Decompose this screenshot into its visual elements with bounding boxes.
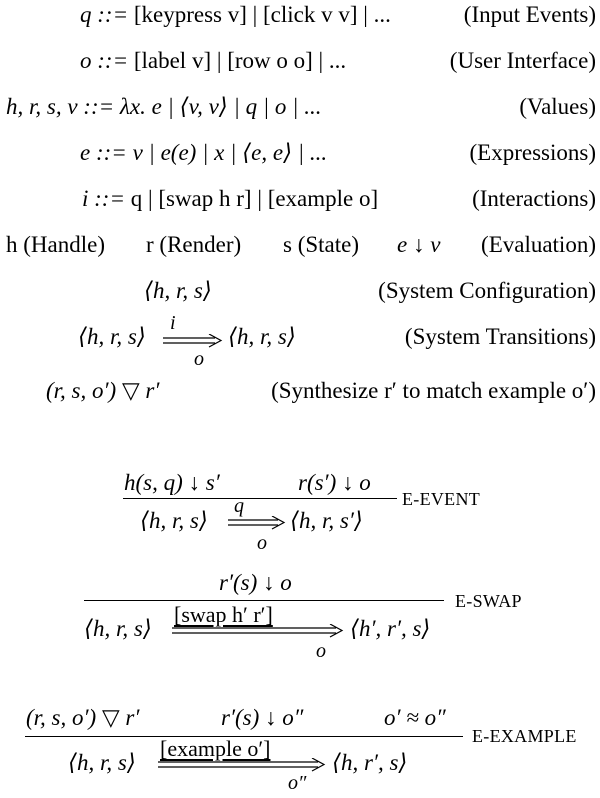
swap-rule-name: E-SWAP bbox=[455, 591, 522, 611]
example-left-config: ⟨h, r, s⟩ bbox=[68, 750, 136, 775]
event-left-config: ⟨h, r, s⟩ bbox=[140, 508, 208, 533]
evaluation-symbol: e ↓ v bbox=[397, 232, 441, 257]
system-transitions-row bbox=[0, 312, 600, 370]
example-premise-2: r′(s) ↓ o″ bbox=[221, 705, 304, 730]
transition-label-bottom: o bbox=[194, 348, 204, 370]
grammar-lhs: o ::= bbox=[80, 48, 134, 73]
transition-right: ⟨h, r, s⟩ bbox=[228, 324, 296, 349]
example-premise-1: (r, s, o′) ▽ r′ bbox=[26, 705, 140, 730]
swap-label-top: [swap h′ r′] bbox=[174, 602, 273, 627]
transition-label-top: i bbox=[170, 312, 176, 334]
example-label-top: [example o′] bbox=[160, 736, 271, 761]
event-label-bottom: o bbox=[257, 532, 267, 554]
render-label: r (Render) bbox=[146, 232, 242, 257]
grammar-desc: (Expressions) bbox=[469, 140, 596, 165]
double-arrow-icon bbox=[228, 516, 286, 530]
grammar-row-user-interface bbox=[0, 46, 600, 76]
configuration-expr: ⟨h, r, s⟩ bbox=[144, 278, 212, 303]
swap-label-bottom: o bbox=[316, 640, 326, 662]
grammar-desc: (Values) bbox=[519, 94, 596, 119]
grammar-lhs: e ::= bbox=[80, 140, 133, 165]
grammar-desc: (User Interface) bbox=[449, 48, 596, 73]
swap-right-config: ⟨h′, r′, s⟩ bbox=[350, 616, 431, 641]
grammar-body: [label v] | [row o o] | ... bbox=[133, 48, 347, 73]
grammar-lhs: i ::= bbox=[82, 186, 131, 211]
example-label-bottom: o″ bbox=[288, 772, 307, 794]
synthesis-expr: (r, s, o′) ▽ r′ bbox=[46, 378, 160, 403]
grammar-row-expressions bbox=[0, 138, 600, 168]
grammar-lhs: q ::= bbox=[80, 2, 134, 27]
grammar-lhs: h, r, s, v ::= bbox=[6, 94, 120, 119]
system-configuration-row bbox=[0, 276, 600, 306]
event-premise-2: r(s′) ↓ o bbox=[298, 470, 371, 495]
handle-label: h (Handle) bbox=[6, 232, 105, 257]
grammar-row-input-events bbox=[0, 0, 600, 30]
grammar-body: v | e(e) | x | ⟨e, e⟩ | ... bbox=[132, 140, 328, 165]
configuration-desc: (System Configuration) bbox=[378, 278, 596, 303]
state-label: s (State) bbox=[283, 232, 360, 257]
transition-left: ⟨h, r, s⟩ bbox=[78, 324, 146, 349]
example-right-config: ⟨h, r′, s⟩ bbox=[332, 750, 408, 775]
grammar-body: [keypress v] | [click v v] | ... bbox=[133, 2, 391, 27]
grammar-row-values bbox=[0, 92, 600, 122]
event-rule-name: E-EVENT bbox=[402, 489, 481, 509]
grammar-body: q | [swap h r] | [example o] bbox=[130, 186, 379, 211]
example-premise-3: o′ ≈ o″ bbox=[384, 705, 446, 730]
grammar-desc: (Input Events) bbox=[463, 2, 596, 27]
event-inference-bar bbox=[123, 498, 397, 499]
double-arrow-icon bbox=[163, 334, 223, 348]
example-rule-name: E-EXAMPLE bbox=[472, 726, 577, 746]
grammar-body: λx. e | ⟨v, v⟩ | q | o | ... bbox=[119, 94, 322, 119]
grammar-row-interactions bbox=[0, 184, 600, 214]
synthesis-row bbox=[0, 376, 600, 406]
metavariables-row bbox=[0, 230, 600, 260]
synthesis-desc: (Synthesize r′ to match example o′) bbox=[271, 378, 596, 403]
event-premise-1: h(s, q) ↓ s′ bbox=[124, 470, 220, 495]
transitions-desc: (System Transitions) bbox=[404, 324, 596, 349]
evaluation-desc: (Evaluation) bbox=[481, 232, 596, 257]
swap-left-config: ⟨h, r, s⟩ bbox=[84, 616, 152, 641]
grammar-desc: (Interactions) bbox=[472, 186, 596, 211]
double-arrow-icon bbox=[172, 624, 344, 638]
event-right-config: ⟨h, r, s′⟩ bbox=[290, 508, 363, 533]
event-label-top: q bbox=[234, 495, 244, 517]
swap-premise-1: r′(s) ↓ o bbox=[219, 570, 292, 595]
